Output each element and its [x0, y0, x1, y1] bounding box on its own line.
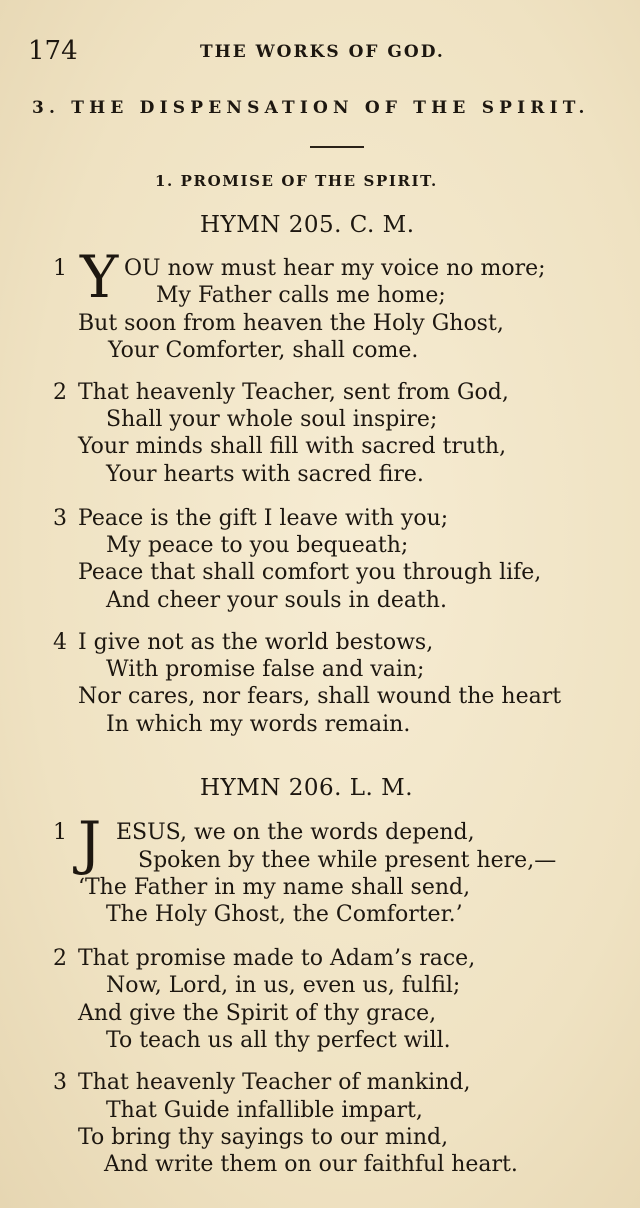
verse-number: 3 — [53, 506, 67, 531]
page-number: 174 — [28, 36, 78, 66]
running-title: THE WORKS OF GOD. — [200, 42, 445, 62]
verse-line: ‘The Father in my name shall send, — [78, 875, 471, 900]
hymn-title: HYMN 205. C. M. — [200, 212, 415, 238]
verse-line: Peace that shall comfort you through life, — [78, 560, 542, 585]
verse-line: OU now must hear my voice no more; — [124, 256, 546, 281]
verse-line: My Father calls me home; — [156, 283, 446, 308]
drop-cap: J — [78, 809, 102, 877]
verse-line: And cheer your souls in death. — [106, 588, 447, 613]
verse-line: That heavenly Teacher of mankind, — [78, 1070, 471, 1095]
verse-number: 4 — [53, 630, 67, 655]
verse-number: 2 — [53, 946, 67, 971]
section-heading: 3. THE DISPENSATION OF THE SPIRIT. — [32, 98, 590, 118]
verse-line: With promise false and vain; — [106, 657, 425, 682]
verse-line: The Holy Ghost, the Comforter.’ — [106, 902, 463, 927]
verse-number: 2 — [53, 380, 67, 405]
verse-line: I give not as the world bestows, — [78, 630, 434, 655]
verse-line: To bring thy sayings to our mind, — [78, 1125, 449, 1150]
verse-line: Now, Lord, in us, even us, fulfil; — [106, 973, 461, 998]
verse-line: ESUS, we on the words depend, — [116, 820, 475, 845]
verse-line: And write them on our faithful heart. — [104, 1152, 518, 1177]
verse-line: Your hearts with sacred fire. — [106, 462, 424, 487]
verse-number: 1 — [53, 820, 67, 845]
verse-line: And give the Spirit of thy grace, — [78, 1001, 437, 1026]
verse-line: But soon from heaven the Holy Ghost, — [78, 311, 504, 336]
section-subheading: 1. PROMISE OF THE SPIRIT. — [155, 172, 438, 190]
verse-line: In which my words remain. — [106, 712, 411, 737]
verse-line: To teach us all thy perfect will. — [106, 1028, 451, 1053]
drop-cap: Y — [80, 243, 119, 311]
verse-line: Your Comforter, shall come. — [108, 338, 419, 363]
verse-line: That promise made to Adam’s race, — [78, 946, 476, 971]
verse-line: Peace is the gift I leave with you; — [78, 506, 449, 531]
verse-line: Nor cares, nor fears, shall wound the heart — [78, 684, 562, 709]
verse-line: That heavenly Teacher, sent from God, — [78, 380, 509, 405]
section-divider — [310, 146, 364, 148]
verse-line: That Guide infallible impart, — [106, 1098, 423, 1123]
verse-line: My peace to you bequeath; — [106, 533, 409, 558]
verse-line: Your minds shall fill with sacred truth, — [78, 434, 507, 459]
verse-number: 1 — [53, 256, 67, 281]
verse-line: Spoken by thee while present here,— — [138, 848, 557, 873]
verse-number: 3 — [53, 1070, 67, 1095]
verse-line: Shall your whole soul inspire; — [106, 407, 438, 432]
hymn-title: HYMN 206. L. M. — [200, 775, 414, 801]
